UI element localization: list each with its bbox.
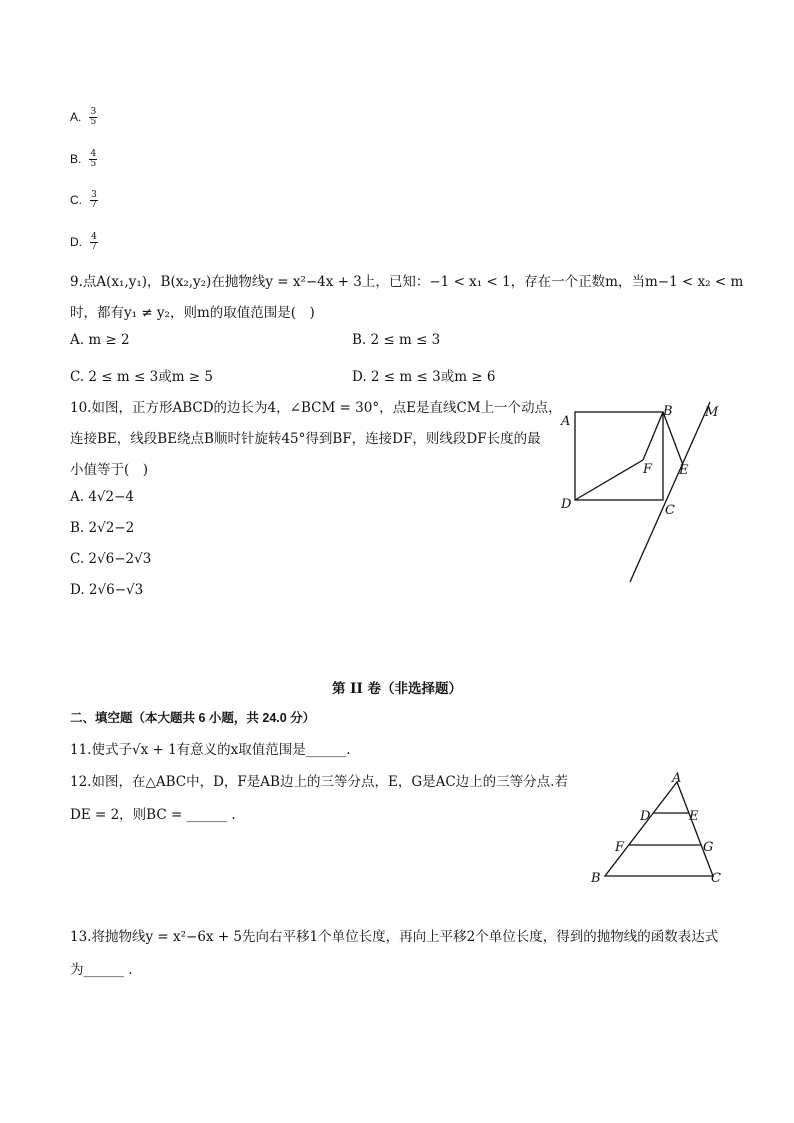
option-label: A. xyxy=(70,110,82,124)
fraction xyxy=(89,150,97,169)
denominator: 7 xyxy=(91,200,97,210)
segment-df xyxy=(575,460,643,500)
q13-stem-line1: 13.将抛物线y = x²−6x + 5先向右平移1个单位长度，再向上平移2个单位长度，得到的抛物线的函数表达式 xyxy=(70,929,719,945)
q9-option-b: B. 2 ≤ m ≤ 3 xyxy=(352,332,441,348)
denominator: 5 xyxy=(90,159,97,169)
q10-stem-line3: 小值等于( ) xyxy=(70,462,149,478)
q10-geometry-figure xyxy=(555,398,735,588)
segment-be xyxy=(663,412,683,465)
label-e: E xyxy=(689,809,699,824)
label-f: F xyxy=(615,840,625,855)
label-d: D xyxy=(561,497,572,512)
part2-title: 第 II 卷（非选择题） xyxy=(331,681,463,697)
option-label: D. xyxy=(70,235,82,249)
q12-stem-line2: DE = 2，则BC = ______ . xyxy=(70,807,236,823)
label-d: D xyxy=(640,809,651,824)
q8-option-d xyxy=(70,233,98,252)
q8-option-b xyxy=(70,150,97,169)
numerator: 3 xyxy=(90,107,97,117)
q8-option-c xyxy=(70,191,98,210)
q11-stem: 11.使式子√x + 1有意义的x取值范围是______. xyxy=(70,742,351,758)
q9-stem-line2: 时，都有y₁ ≠ y₂，则m的取值范围是( ) xyxy=(70,305,315,321)
numerator: 4 xyxy=(90,149,97,159)
fraction xyxy=(89,108,97,127)
label-b: B xyxy=(591,871,601,886)
fraction xyxy=(90,233,98,252)
q9-stem-line1: 9.点A(x₁,y₁)，B(x₂,y₂)在抛物线y = x²−4x + 3上，已知：−1 < x₁ < 1，存在一个正数m，当m−1 < x₂ < m xyxy=(70,274,744,290)
q10-stem-line1: 10.如图，正方形ABCD的边长为4，∠BCM = 30°，点E是直线CM上一个动点， xyxy=(70,400,562,416)
label-f: F xyxy=(643,462,653,477)
triangle-abc xyxy=(605,782,713,876)
segment-bf xyxy=(643,412,663,460)
q13-stem-line2: 为______ . xyxy=(70,962,133,978)
label-a: A xyxy=(561,414,571,429)
q12-triangle-figure xyxy=(585,768,725,888)
label-c: C xyxy=(665,503,675,518)
label-a: A xyxy=(672,771,682,786)
option-label: B. xyxy=(70,152,82,166)
section2-title: 二、填空题（本大题共 6 小题，共 24.0 分） xyxy=(70,711,316,725)
label-b: B xyxy=(663,404,673,419)
q9-option-a: A. m ≥ 2 xyxy=(70,332,130,348)
numerator: 4 xyxy=(91,232,97,242)
square-abcd xyxy=(575,412,663,500)
numerator: 3 xyxy=(91,190,97,200)
label-g: G xyxy=(703,840,714,855)
q10-stem-line2: 连接BE，线段BE绕点B顺时针旋转45°得到BF，连接DF，则线段DF长度的最 xyxy=(70,431,541,447)
q9-option-d: D. 2 ≤ m ≤ 3或m ≥ 6 xyxy=(352,369,496,385)
option-label: C. xyxy=(70,193,82,207)
label-m: M xyxy=(705,405,719,420)
q10-option-a: A. 4√2−4 xyxy=(70,489,135,505)
q9-option-c: C. 2 ≤ m ≤ 3或m ≥ 5 xyxy=(70,369,213,385)
q10-option-d: D. 2√6−√3 xyxy=(70,582,144,598)
label-e: E xyxy=(679,463,689,478)
label-c: C xyxy=(711,871,721,886)
q12-stem-line1: 12.如图，在△ABC中，D，F是AB边上的三等分点，E，G是AC边上的三等分点.若 xyxy=(70,774,568,790)
denominator: 5 xyxy=(90,117,97,127)
q10-option-c: C. 2√6−2√3 xyxy=(70,551,152,567)
denominator: 7 xyxy=(91,242,97,252)
q10-option-b: B. 2√2−2 xyxy=(70,520,135,536)
q8-option-a xyxy=(70,108,97,127)
fraction xyxy=(90,191,98,210)
